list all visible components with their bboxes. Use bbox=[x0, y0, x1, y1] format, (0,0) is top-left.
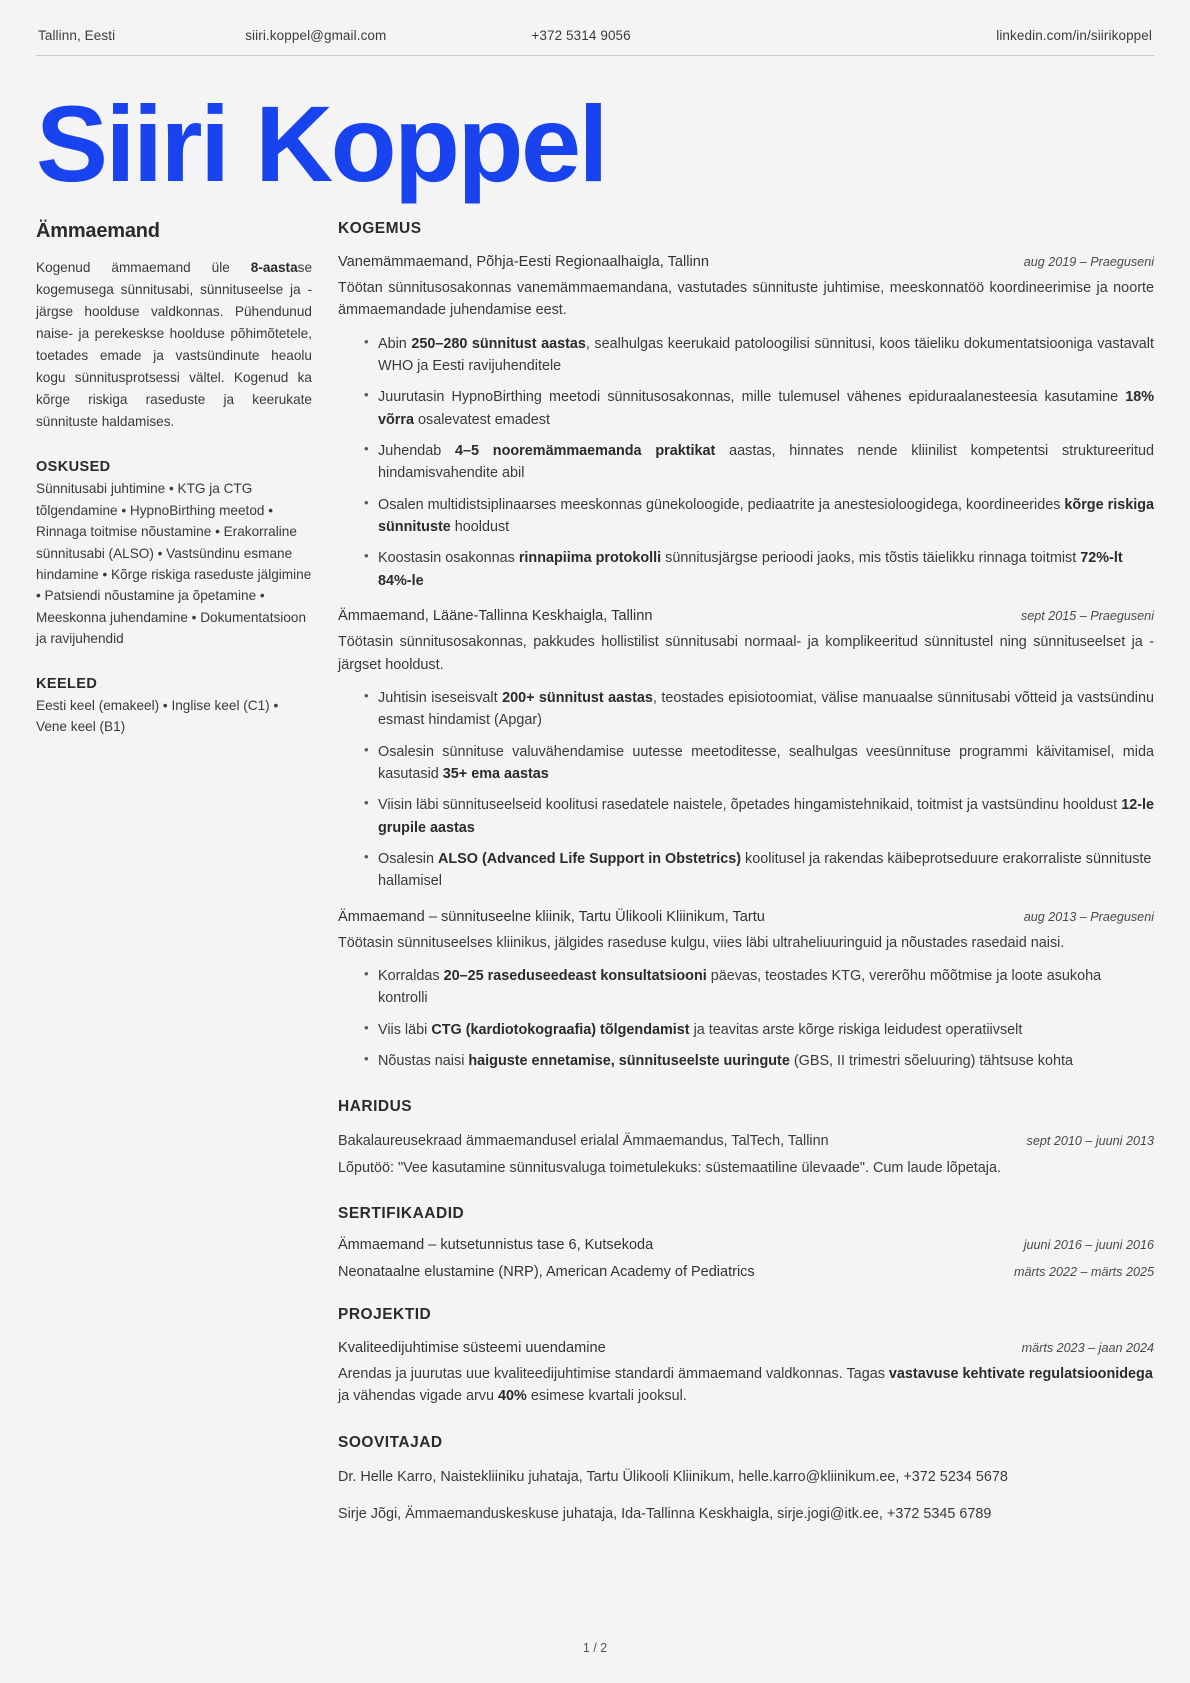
education-title: Bakalaureusekraad ämmaemandusel erialal Ämmaemandus, TalTech, Tallinn bbox=[338, 1133, 829, 1150]
bullet-item bbox=[364, 386, 1154, 431]
project-desc-bold2: 40% bbox=[498, 1388, 527, 1405]
skills-list: Sünnitusabi juhtimine • KTG ja CTG tõlgendamine • HypnoBirthing meetod • Rinnaga toitmise nõustamine • Erakorraline sünnitusabi (ALSO) • Vastsündinu esmane hindamine • Kõrge riskiga raseduste jälgimine • Patsiendi nõustamine ja õpetamine • Meeskonna juhendamine • Dokumentatsioon ja ravijuhendid bbox=[36, 481, 312, 647]
bullet-bold: haiguste ennetamise, sünnituseelste uuringute bbox=[468, 1053, 790, 1069]
experience-heading: KOGEMUS bbox=[338, 220, 422, 237]
bullet-bold: 35+ ema aastas bbox=[442, 765, 549, 782]
bullet-pre: Abin bbox=[378, 335, 412, 352]
bullet-bold: 18% võrra bbox=[378, 389, 1154, 428]
certificate-name: Neonataalne elustamine (NRP), American Academy of Pediatrics bbox=[338, 1263, 755, 1280]
experience-entry bbox=[338, 606, 1154, 892]
resume-body bbox=[36, 220, 1154, 1539]
main-column bbox=[338, 220, 1154, 1539]
references-heading: SOOVITAJAD bbox=[338, 1433, 443, 1451]
bullet-post: osalevatest emadest bbox=[414, 411, 550, 428]
entry-header bbox=[338, 252, 1154, 273]
bullet-item bbox=[364, 333, 1154, 378]
job-date: aug 2013 – Praeguseni bbox=[1023, 909, 1154, 924]
bullet-post: koolitusel ja rakendas käibeprotseduure erakorraliste sünnituste hallamisel bbox=[378, 850, 1152, 890]
bullet-post: , teostades episiotoomiat, välise manuaalse sünnitusabi võtteid ja vastsündinu esmast hindamist (Apgar) bbox=[378, 689, 1155, 729]
contact-email[interactable]: siiri.koppel@gmail.com bbox=[245, 28, 387, 43]
project-description bbox=[338, 1363, 1154, 1408]
bullet-pre: Juurutasin HypnoBirthing meetodi sünnitusosakonnas, mille tulemusel vähenes epiduraalanesteesia kasutamine bbox=[378, 389, 1126, 406]
certificate-row bbox=[338, 1237, 1154, 1253]
bullet-item bbox=[364, 547, 1154, 592]
bullet-pre: Juhtisin iseseisvalt bbox=[378, 689, 503, 706]
entry-header bbox=[338, 1130, 1154, 1152]
bullet-bold: ALSO (Advanced Life Support in Obstetrics) bbox=[438, 850, 742, 867]
project-title: Kvaliteedijuhtimise süsteemi uuendamine bbox=[338, 1339, 606, 1356]
contact-linkedin[interactable]: linkedin.com/in/siirikoppel bbox=[996, 28, 1152, 43]
bullet-bold: 250–280 sünnitust aastas bbox=[411, 335, 586, 352]
bullet-pre: Osalesin sünnituse valuvähendamise uutesse meetoditesse, sealhulgas veesünnituse programmi käivitamisel, mida kasutasid bbox=[378, 743, 1154, 782]
summary-pre: Kogenud ämmaemand üle bbox=[36, 260, 251, 275]
certificates-heading: SERTIFIKAADID bbox=[338, 1204, 465, 1222]
bullet-post: päevas, teostades KTG, vererõhu mõõtmise ja loote asukoha kontrolli bbox=[378, 968, 1102, 1007]
bullet-item bbox=[364, 440, 1154, 485]
bullet-bold: 4–5 nooremämmaemanda praktikat bbox=[455, 443, 716, 460]
job-date: aug 2019 – Praeguseni bbox=[1023, 255, 1154, 269]
page-number: 1 / 2 bbox=[582, 1641, 608, 1655]
bullet-item bbox=[364, 687, 1154, 732]
skills-heading: OSKUSED bbox=[36, 459, 111, 476]
summary-text bbox=[36, 257, 312, 433]
bullet-pre: Koostasin osakonnas bbox=[378, 550, 519, 567]
bullet-post: aastas, hinnates nende kliinilist kompetentsi struktureeritud hindamisvahendite abil bbox=[378, 443, 1155, 482]
role-title: Ämmaemand bbox=[36, 220, 160, 242]
bullet-post: (GBS, II trimestri sõeluuring) tähtsuse kohta bbox=[789, 1053, 1073, 1069]
summary-bold: 8-aasta bbox=[250, 260, 298, 275]
bullet-pre: Korraldas bbox=[378, 968, 444, 985]
bullet-bold: CTG (kardiotokograafia) tõlgendamist bbox=[431, 1021, 690, 1038]
education-date: sept 2010 – juuni 2013 bbox=[1026, 1134, 1154, 1149]
education-description: Lõputöö: "Vee kasutamine sünnitusvaluga toimetulekuks: süstemaatiline ülevaade". Cum laude lõpetaja. bbox=[338, 1159, 1002, 1176]
bullet-item bbox=[364, 1019, 1154, 1041]
reference-item: Sirje Jõgi, Ämmaemanduskeskuse juhataja, Ida-Tallinna Keskhaigla, sirje.jogi@itk.ee, +372 5345 6789 bbox=[338, 1505, 992, 1522]
project-desc-post: esimese kvartali jooksul. bbox=[526, 1388, 687, 1405]
sidebar-column bbox=[36, 220, 338, 738]
bullet-bold: rinnapiima protokolli bbox=[518, 550, 662, 567]
bullet-pre: Juhendab bbox=[378, 443, 456, 460]
job-description: Töötasin sünnitusosakonnas, pakkudes hollistilist sünnitusabi normaal- ja komplikeeritud sünnitustel ning sünnituseelset ja -järgset hooldust. bbox=[338, 634, 1154, 673]
bullet-bold2: 72%-lt 84%-le bbox=[378, 550, 1123, 589]
bullet-item bbox=[364, 1050, 1154, 1072]
job-title: Ämmaemand – sünnituseelne kliinik, Tartu Ülikooli Kliinikum, Tartu bbox=[338, 908, 765, 925]
bullet-post: ja teavitas arste kõrge riskiga leidudest operatiivselt bbox=[689, 1021, 1023, 1038]
certificate-row bbox=[338, 1264, 1154, 1280]
education-heading: HARIDUS bbox=[338, 1098, 413, 1116]
candidate-name: Siiri Koppel bbox=[36, 83, 607, 204]
reference-item: Dr. Helle Karro, Naistekliiniku juhataja, Tartu Ülikooli Kliinikum, helle.karro@kliinikum.ee, +372 5234 5678 bbox=[338, 1469, 1008, 1486]
bullet-post: , sealhulgas keerukaid patoloogilisi sünnitusi, koos täieliku dokumentatsiooniga vastavalt WHO ja Eesti ravijuhenditele bbox=[378, 335, 1154, 375]
bullet-mid: sünnitusjärgse perioodi jaoks, mis tõstis täielikku rinnaga toitmist bbox=[661, 550, 1081, 567]
languages-list: Eesti keel (emakeel) • Inglise keel (C1) • Vene keel (B1) bbox=[36, 697, 279, 735]
job-description: Töötasin sünnituseelses kliinikus, jälgides raseduse kulgu, viies läbi ultraheliuuringuid ja nõustades rasedaid naisi. bbox=[338, 934, 1065, 951]
job-bullets bbox=[338, 687, 1154, 893]
bullet-post: hooldust bbox=[450, 519, 510, 536]
education-entry bbox=[338, 1130, 1154, 1179]
bullet-item bbox=[364, 965, 1154, 1010]
bullet-item bbox=[364, 794, 1154, 839]
projects-heading: PROJEKTID bbox=[338, 1305, 432, 1323]
contact-phone[interactable]: +372 5314 9056 bbox=[531, 28, 631, 43]
experience-entry bbox=[338, 252, 1154, 592]
bullet-bold: 12-le grupile aastas bbox=[378, 797, 1154, 836]
bullet-item bbox=[364, 494, 1154, 539]
entry-header bbox=[338, 907, 1154, 928]
bullet-pre: Viis läbi bbox=[378, 1021, 432, 1038]
job-bullets bbox=[338, 965, 1154, 1072]
entry-header bbox=[338, 1338, 1154, 1359]
certificate-date: juuni 2016 – juuni 2016 bbox=[1023, 1237, 1154, 1252]
project-desc-bold1: vastavuse kehtivate regulatsioonidega bbox=[888, 1366, 1153, 1383]
bullet-bold: 200+ sünnitust aastas bbox=[502, 689, 653, 706]
job-title: Vanemämmaemand, Põhja-Eesti Regionaalhaigla, Tallinn bbox=[338, 254, 710, 270]
bullet-pre: Osalen multidistsiplinaarses meeskonnas günekoloogide, pediaatrite ja anestesioloogidega, koordineerides bbox=[378, 496, 1065, 513]
certificate-date: märts 2022 – märts 2025 bbox=[1013, 1264, 1154, 1279]
certificate-name: Ämmaemand – kutsetunnistus tase 6, Kutsekoda bbox=[338, 1236, 654, 1253]
bullet-item bbox=[364, 848, 1154, 893]
job-title: Ämmaemand, Lääne-Tallinna Keskhaigla, Tallinn bbox=[338, 608, 653, 625]
project-desc-pre: Arendas ja juurutas uue kvaliteedijuhtimise standardi ämmaemand valdkonnas. Tagas bbox=[338, 1366, 889, 1383]
bullet-item bbox=[364, 741, 1154, 786]
bullet-bold: kõrge riskiga sünnituste bbox=[378, 496, 1154, 536]
project-date: märts 2023 – jaan 2024 bbox=[1021, 1340, 1154, 1355]
job-description: Töötan sünnitusosakonnas vanemämmaemandana, vastutades sünnituste juhtimise, meeskonnatöö koordineerimise ja noorte ämmaemandade juhendamise eest. bbox=[338, 280, 1154, 319]
project-entry bbox=[338, 1338, 1154, 1408]
bullet-bold: 20–25 raseduseedeast konsultatsiooni bbox=[443, 968, 707, 985]
contact-location: Tallinn, Eesti bbox=[38, 28, 116, 43]
bullet-pre: Viisin läbi sünnituseelseid koolitusi rasedatele naistele, õpetades hingamistehnikaid, toitmist ja vastsündinu hooldust bbox=[378, 797, 1122, 814]
bullet-pre: Nõustas naisi bbox=[378, 1053, 469, 1069]
summary-post: se kogemusega sünnitusabi, sünnituseelse ja -järgse hoolduse valdkonnas. Pühendunud naise- ja perekeskse hoolduse põhimõtetele, toetades emade ja vastsündinute heaolu kogu sünnitusprotsessi vältel. Kogenud ka kõrge riskiga raseduste ja keerukate sünnituste haldamises. bbox=[36, 260, 312, 430]
entry-header bbox=[338, 606, 1154, 627]
contact-bar bbox=[36, 28, 1154, 56]
languages-heading: KEELED bbox=[36, 675, 98, 692]
job-date: sept 2015 – Praeguseni bbox=[1020, 609, 1154, 624]
bullet-pre: Osalesin bbox=[378, 850, 438, 867]
project-desc-mid: ja vähendas vigade arvu bbox=[338, 1388, 499, 1405]
experience-entry bbox=[338, 907, 1154, 1073]
job-bullets bbox=[338, 333, 1154, 592]
